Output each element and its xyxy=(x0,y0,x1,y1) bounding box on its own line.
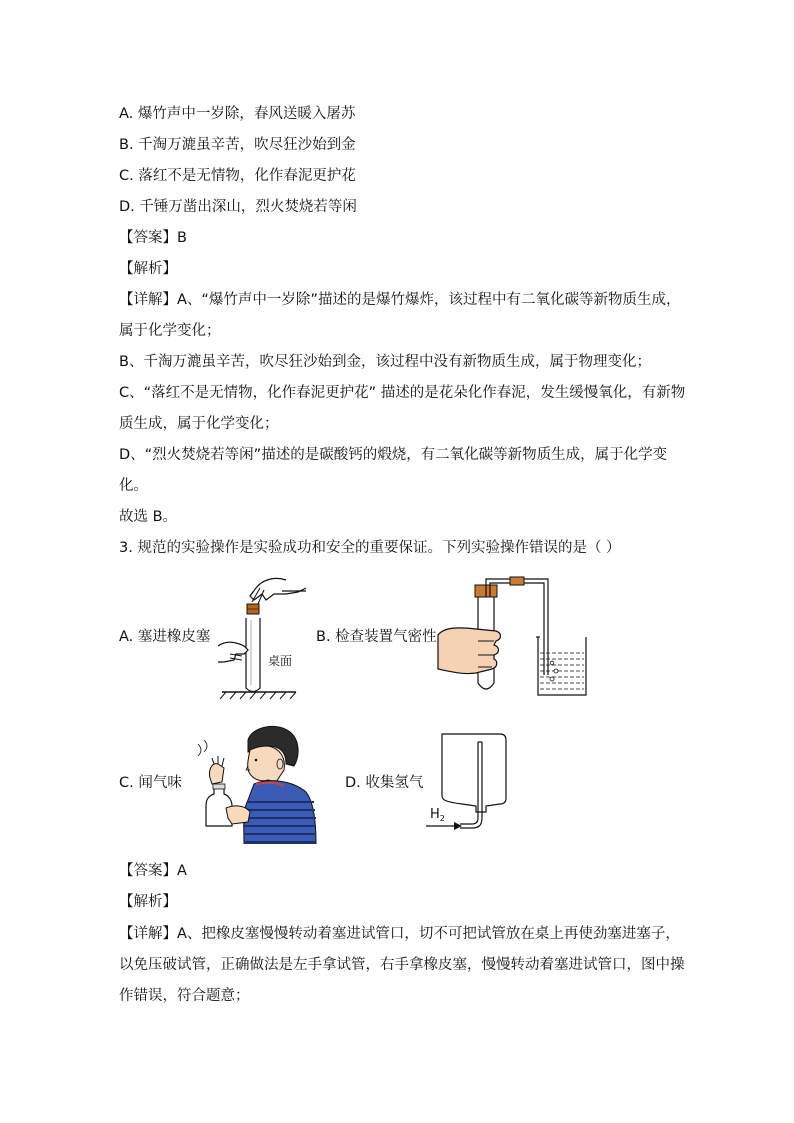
analysis-heading: 【解析】 xyxy=(119,261,177,277)
figure-b-label: B. 检查装置气密性 xyxy=(316,629,437,645)
figure-d-label: D. 收集氢气 xyxy=(345,775,424,791)
figure-a-label: A. 塞进橡皮塞 xyxy=(119,629,211,645)
detail2-line-1: 【详解】A、把橡皮塞慢慢转动着塞进试管口，切不可把试管放在桌上再使劲塞进塞子， xyxy=(119,926,680,942)
figure-a-stopper-insertion xyxy=(216,570,311,700)
desk-label: 桌面 xyxy=(268,654,293,668)
h2-label: $H_2$ xyxy=(430,807,445,823)
figure-d-hydrogen-collection xyxy=(424,730,514,838)
detail2-line-3: 作错误，符合题意； xyxy=(119,988,250,1004)
answer-line: 【答案】B xyxy=(119,230,187,246)
figure-c-label: C. 闻气味 xyxy=(119,775,182,791)
detail-line-4: C、“落红不是无情物，化作春泥更护花” 描述的是花朵化作春泥，发生缓慢氧化，有新物 xyxy=(119,385,686,401)
option-b-line: B. 千淘万漉虽辛苦，吹尽狂沙始到金 xyxy=(119,137,356,153)
figure-b-airtightness-check xyxy=(436,575,606,700)
answer-line-2: 【答案】A xyxy=(119,863,187,879)
conclusion-line: 故选 B。 xyxy=(119,509,178,525)
detail-line-7: 化。 xyxy=(119,478,148,494)
figure-c-smelling-gas xyxy=(196,722,318,844)
question-3-stem: 3. 规范的实验操作是实验成功和安全的重要保证。下列实验操作错误的是（ ） xyxy=(119,540,621,556)
option-a-line: A. 爆竹声中一岁除，春风送暖入屠苏 xyxy=(119,106,356,122)
detail-line-5: 质生成，属于化学变化； xyxy=(119,416,279,432)
detail-line-3: B、千淘万漉虽辛苦，吹尽狂沙始到金，该过程中没有新物质生成，属于物理变化； xyxy=(119,354,651,370)
analysis-heading-2: 【解析】 xyxy=(119,894,177,910)
option-d-line: D. 千锤万凿出深山，烈火焚烧若等闲 xyxy=(119,199,357,215)
detail-line-2: 属于化学变化； xyxy=(119,323,221,339)
detail-line-6: D、“烈火焚烧若等闲”描述的是碳酸钙的煅烧，有二氧化碳等新物质生成，属于化学变 xyxy=(119,447,668,463)
detail2-line-2: 以免压破试管，正确做法是左手拿试管，右手拿橡皮塞，慢慢转动着塞进试管口，图中操 xyxy=(119,957,685,973)
detail-line-1: 【详解】A、“爆竹声中一岁除”描述的是爆竹爆炸，该过程中有二氧化碳等新物质生成， xyxy=(119,292,681,308)
option-c-line: C. 落红不是无情物，化作春泥更护花 xyxy=(119,168,356,184)
